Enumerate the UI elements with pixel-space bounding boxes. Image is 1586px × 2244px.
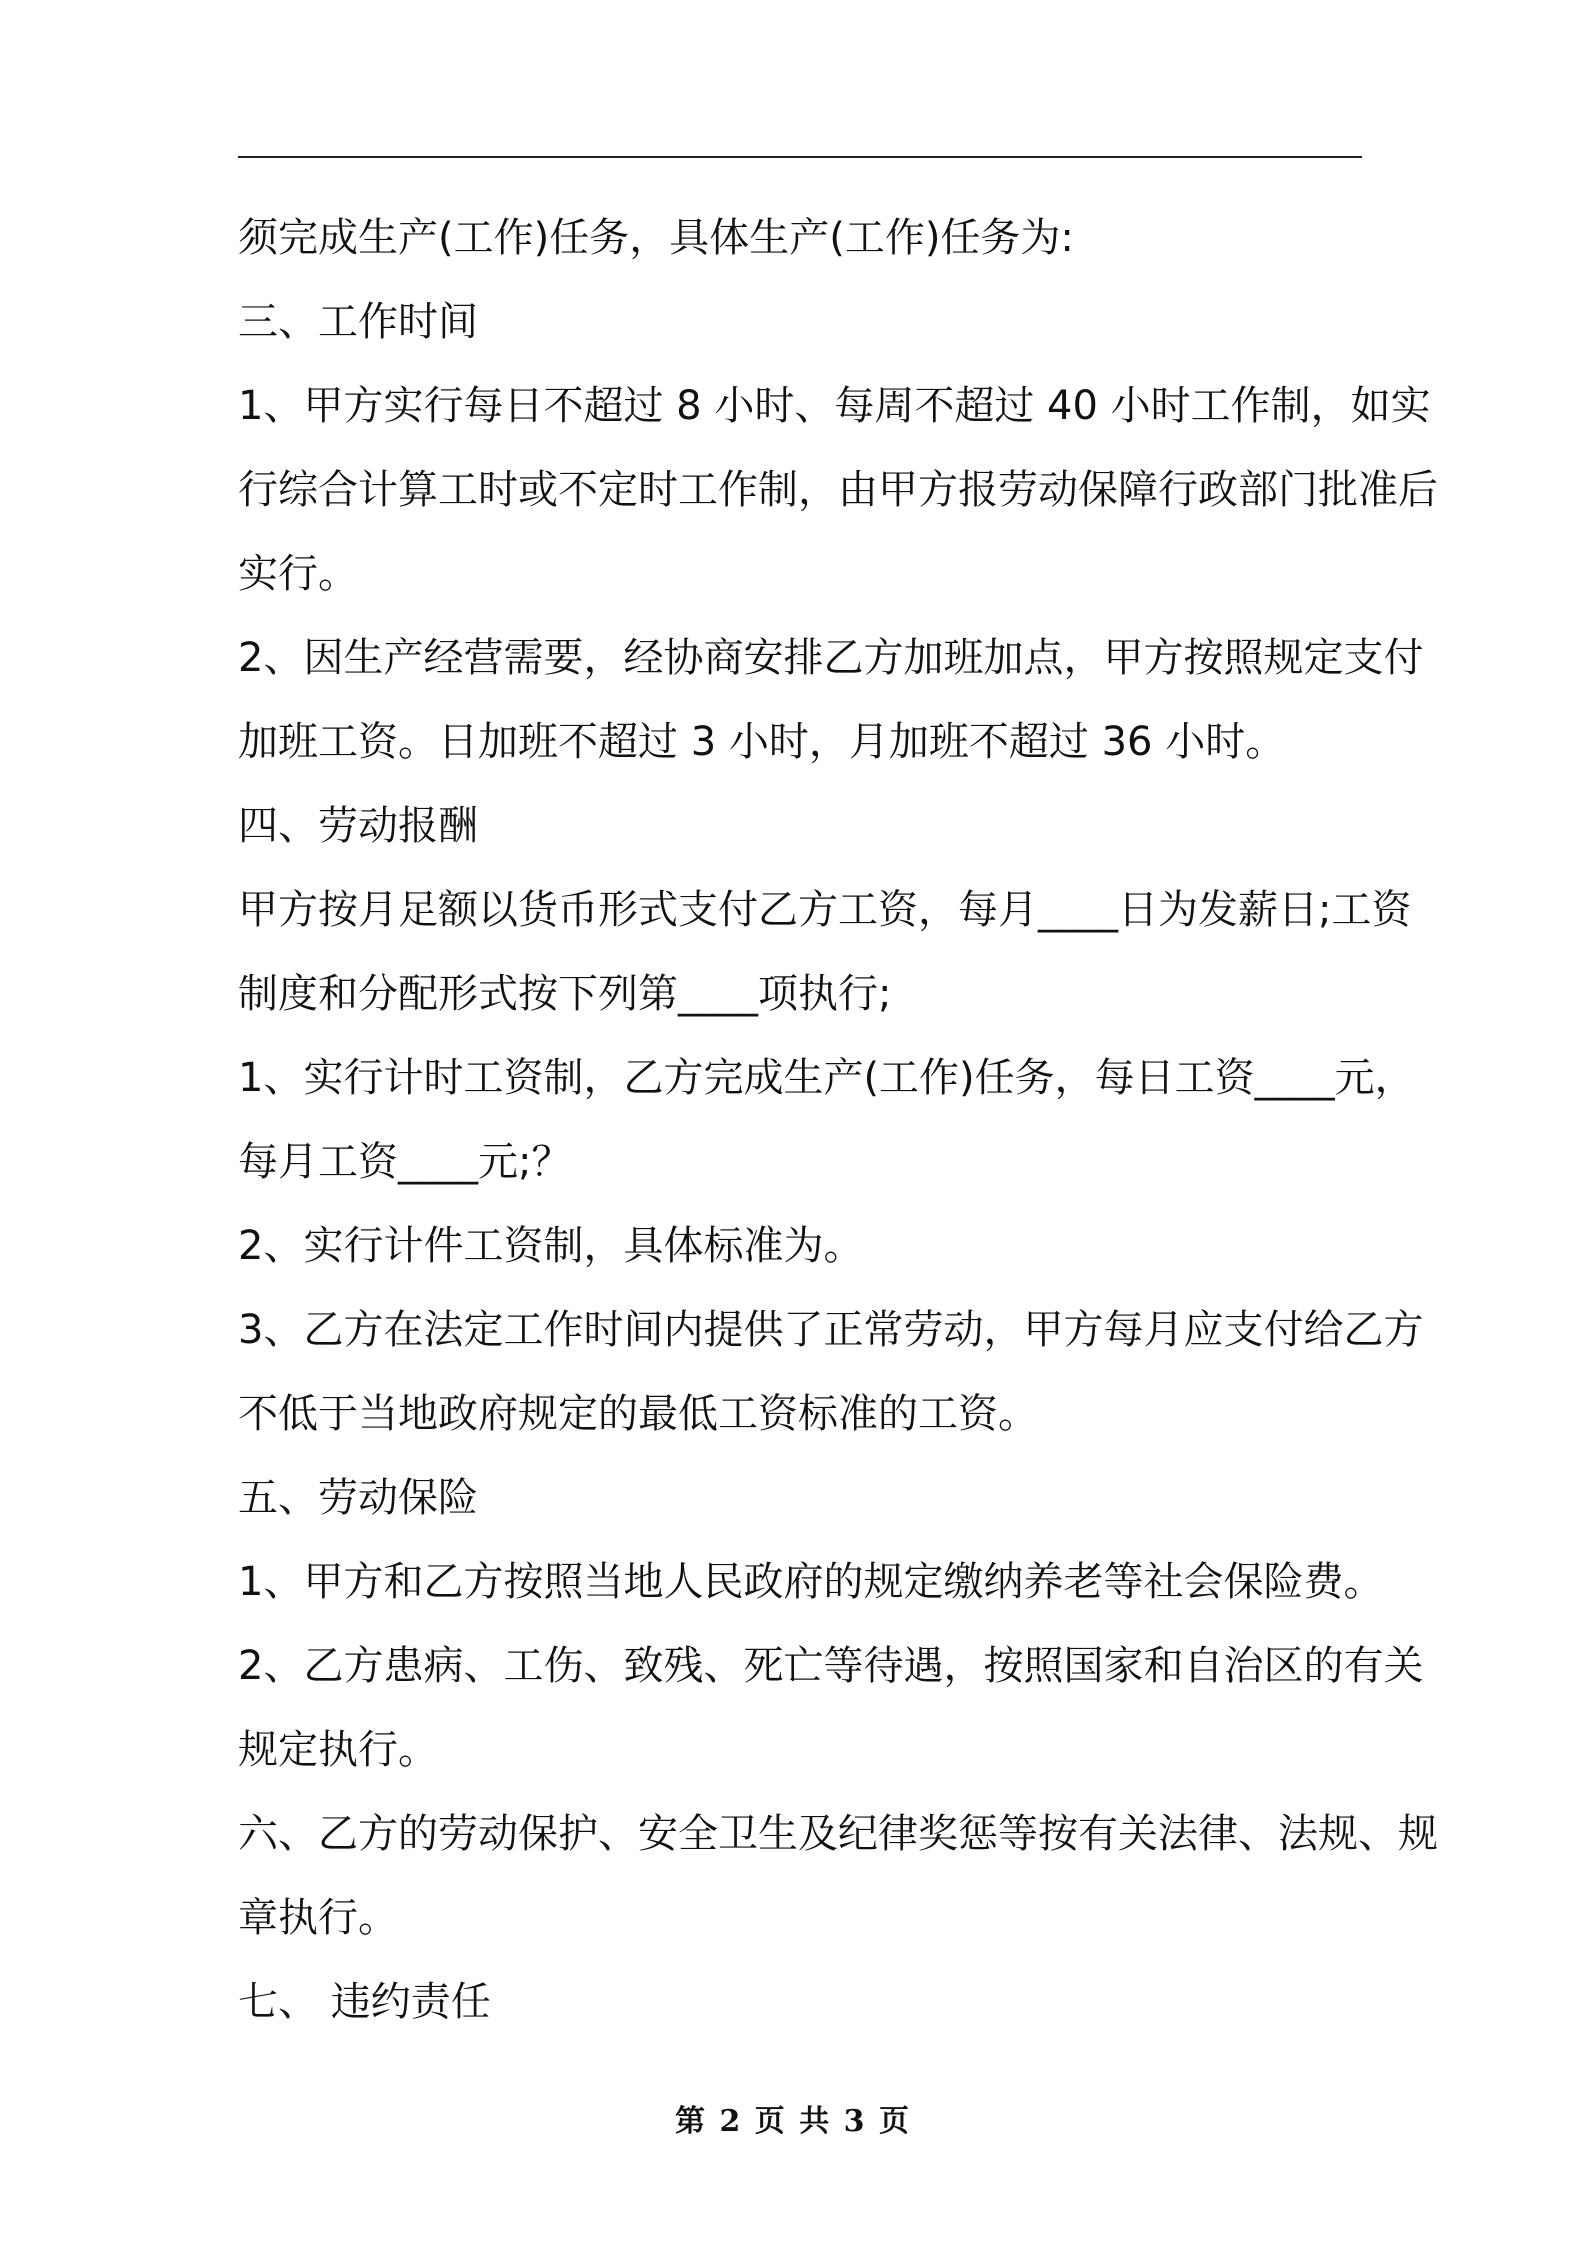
paragraph-line: 1、实行计时工资制，乙方完成生产(工作)任务，每日工资____元， — [238, 1055, 1415, 1101]
page-number: 第 2 页 共 3 页 — [675, 2104, 911, 2139]
paragraph-line: 章执行。 — [238, 1895, 398, 1941]
paragraph-line: 2、乙方患病、工伤、致残、死亡等待遇，按照国家和自治区的有关 — [238, 1643, 1424, 1689]
section-heading-work-hours: 三、工作时间 — [238, 299, 478, 345]
section-heading-labor-protection: 六、乙方的劳动保护、安全卫生及纪律奖惩等按有关法律、法规、规 — [238, 1811, 1438, 1857]
paragraph-line: 3、乙方在法定工作时间内提供了正常劳动，甲方每月应支付给乙方 — [238, 1307, 1424, 1353]
header-divider — [238, 156, 1362, 158]
paragraph-line: 制度和分配形式按下列第____项执行; — [238, 971, 892, 1017]
paragraph-line: 不低于当地政府规定的最低工资标准的工资。 — [238, 1391, 1038, 1437]
paragraph-line: 加班工资。日加班不超过 3 小时，月加班不超过 36 小时。 — [238, 719, 1286, 765]
section-heading-compensation: 四、劳动报酬 — [238, 803, 478, 849]
paragraph-line: 甲方按月足额以货币形式支付乙方工资，每月____日为发薪日;工资 — [238, 887, 1412, 933]
paragraph-line: 1、甲方实行每日不超过 8 小时、每周不超过 40 小时工作制，如实 — [238, 383, 1431, 429]
paragraph-line: 须完成生产(工作)任务，具体生产(工作)任务为: — [238, 215, 1074, 261]
paragraph-line: 实行。 — [238, 551, 358, 597]
paragraph-line: 1、甲方和乙方按照当地人民政府的规定缴纳养老等社会保险费。 — [238, 1559, 1384, 1605]
paragraph-line: 2、因生产经营需要，经协商安排乙方加班加点，甲方按照规定支付 — [238, 635, 1424, 681]
paragraph-line: 规定执行。 — [238, 1727, 438, 1773]
section-heading-liability: 七、 违约责任 — [238, 1979, 491, 2025]
paragraph-line: 每月工资____元;？ — [238, 1139, 572, 1185]
paragraph-line: 行综合计算工时或不定时工作制，由甲方报劳动保障行政部门批准后 — [238, 467, 1438, 513]
contract-body — [238, 196, 1438, 2044]
section-heading-insurance: 五、劳动保险 — [238, 1475, 478, 1521]
paragraph-line: 2、实行计件工资制，具体标准为。 — [238, 1223, 864, 1269]
